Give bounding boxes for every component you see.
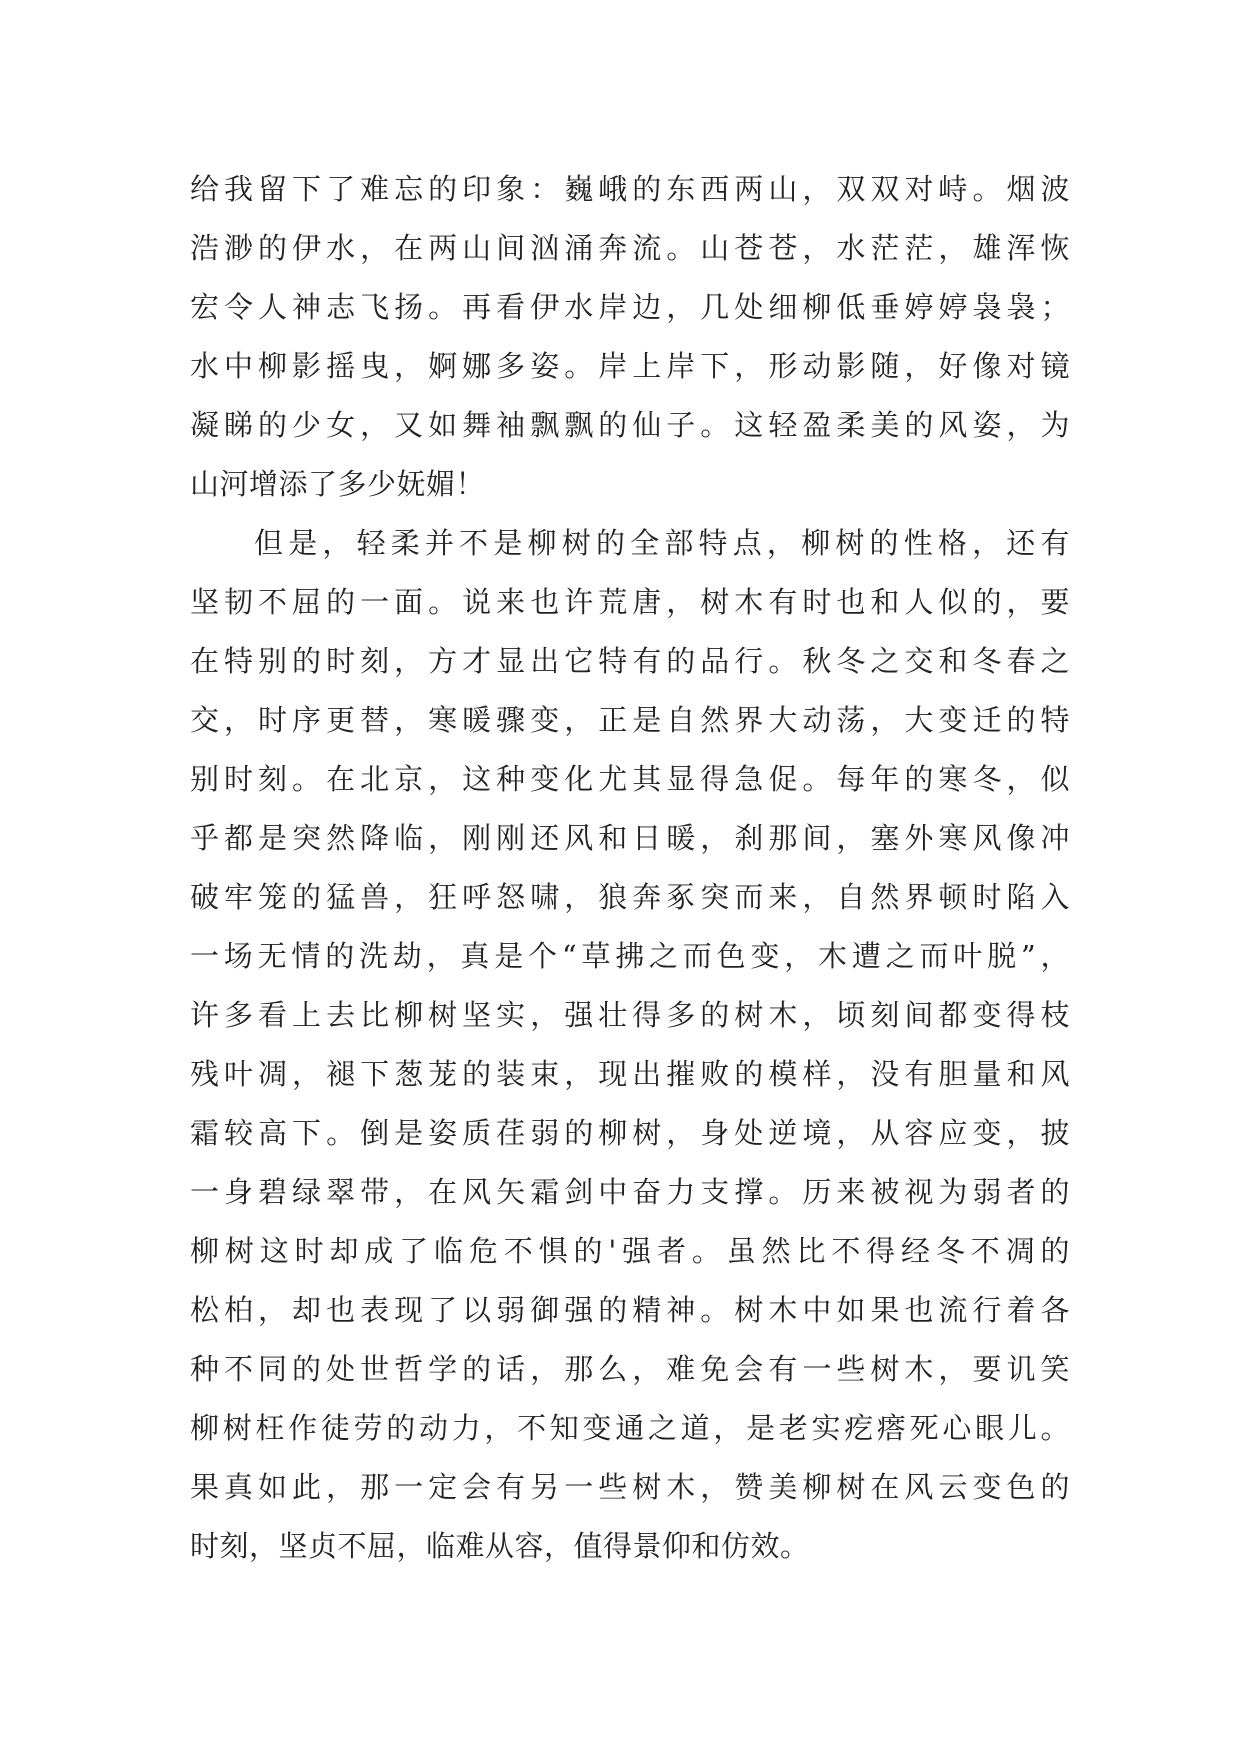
text-line: 柳树枉作徒劳的动力，不知变通之道，是老实疙瘩死心眼儿。 — [190, 1411, 1070, 1445]
text-line: 时刻，坚贞不屈，临难从容，值得景仰和仿效。 — [190, 1529, 810, 1563]
text-line: 果真如此，那一定会有另一些树木，赞美柳树在风云变色的 — [190, 1470, 1070, 1504]
text-line: 破牢笼的猛兽，狂呼怒啸，狼奔豖突而来，自然界顿时陷入 — [190, 880, 1070, 914]
text-line: 浩渺的伊水，在两山间汹涌奔流。山苍苍，水茫茫，雄浑恢 — [190, 231, 1070, 265]
text-line: 霜较高下。倒是姿质荏弱的柳树，身处逆境，从容应变，披 — [190, 1116, 1070, 1150]
paragraph-2 — [190, 514, 1070, 1576]
text-line: 水中柳影摇曳，婀娜多姿。岸上岸下，形动影随，好像对镜 — [190, 349, 1070, 383]
text-line: 凝睇的少女，又如舞袖飘飘的仙子。这轻盈柔美的风姿，为 — [190, 408, 1070, 442]
text-line: 坚韧不屈的一面。说来也许荒唐，树木有时也和人似的，要 — [190, 585, 1070, 619]
text-line: 交，时序更替，寒暖骤变，正是自然界大动荡，大变迁的特 — [190, 703, 1070, 737]
text-line: 乎都是突然降临，刚刚还风和日暖，刹那间，塞外寒风像冲 — [190, 821, 1070, 855]
text-line: 柳树这时却成了临危不惧的'强者。虽然比不得经冬不凋的 — [190, 1234, 1070, 1268]
text-line: 一身碧绿翠带，在风矢霜剑中奋力支撑。历来被视为弱者的 — [190, 1175, 1070, 1209]
text-line: 在特别的时刻，方才显出它特有的品行。秋冬之交和冬春之 — [190, 644, 1070, 678]
text-line: 宏令人神志飞扬。再看伊水岸边，几处细柳低垂婷婷袅袅； — [190, 290, 1070, 324]
text-line: 种不同的处世哲学的话，那么，难免会有一些树木，要讥笑 — [190, 1352, 1070, 1386]
text-line: 一场无情的洗劫，真是个“草拂之而色变，木遭之而叶脱”， — [190, 939, 1070, 973]
article-body — [190, 160, 1070, 1576]
paragraph-1 — [190, 160, 1070, 514]
text-line: 山河增添了多少妩媚！ — [190, 467, 486, 501]
text-line: 松柏，却也表现了以弱御强的精神。树木中如果也流行着各 — [190, 1293, 1070, 1327]
text-line: 别时刻。在北京，这种变化尤其显得急促。每年的寒冬，似 — [190, 762, 1070, 796]
text-line: 但是，轻柔并不是柳树的全部特点，柳树的性格，还有 — [254, 526, 1070, 560]
text-line: 给我留下了难忘的印象：巍峨的东西两山，双双对峙。烟波 — [190, 172, 1070, 206]
text-line: 残叶凋，褪下葱茏的装束，现出摧败的模样，没有胆量和风 — [190, 1057, 1070, 1091]
text-line: 许多看上去比柳树坚实，强壮得多的树木，顷刻间都变得枝 — [190, 998, 1070, 1032]
